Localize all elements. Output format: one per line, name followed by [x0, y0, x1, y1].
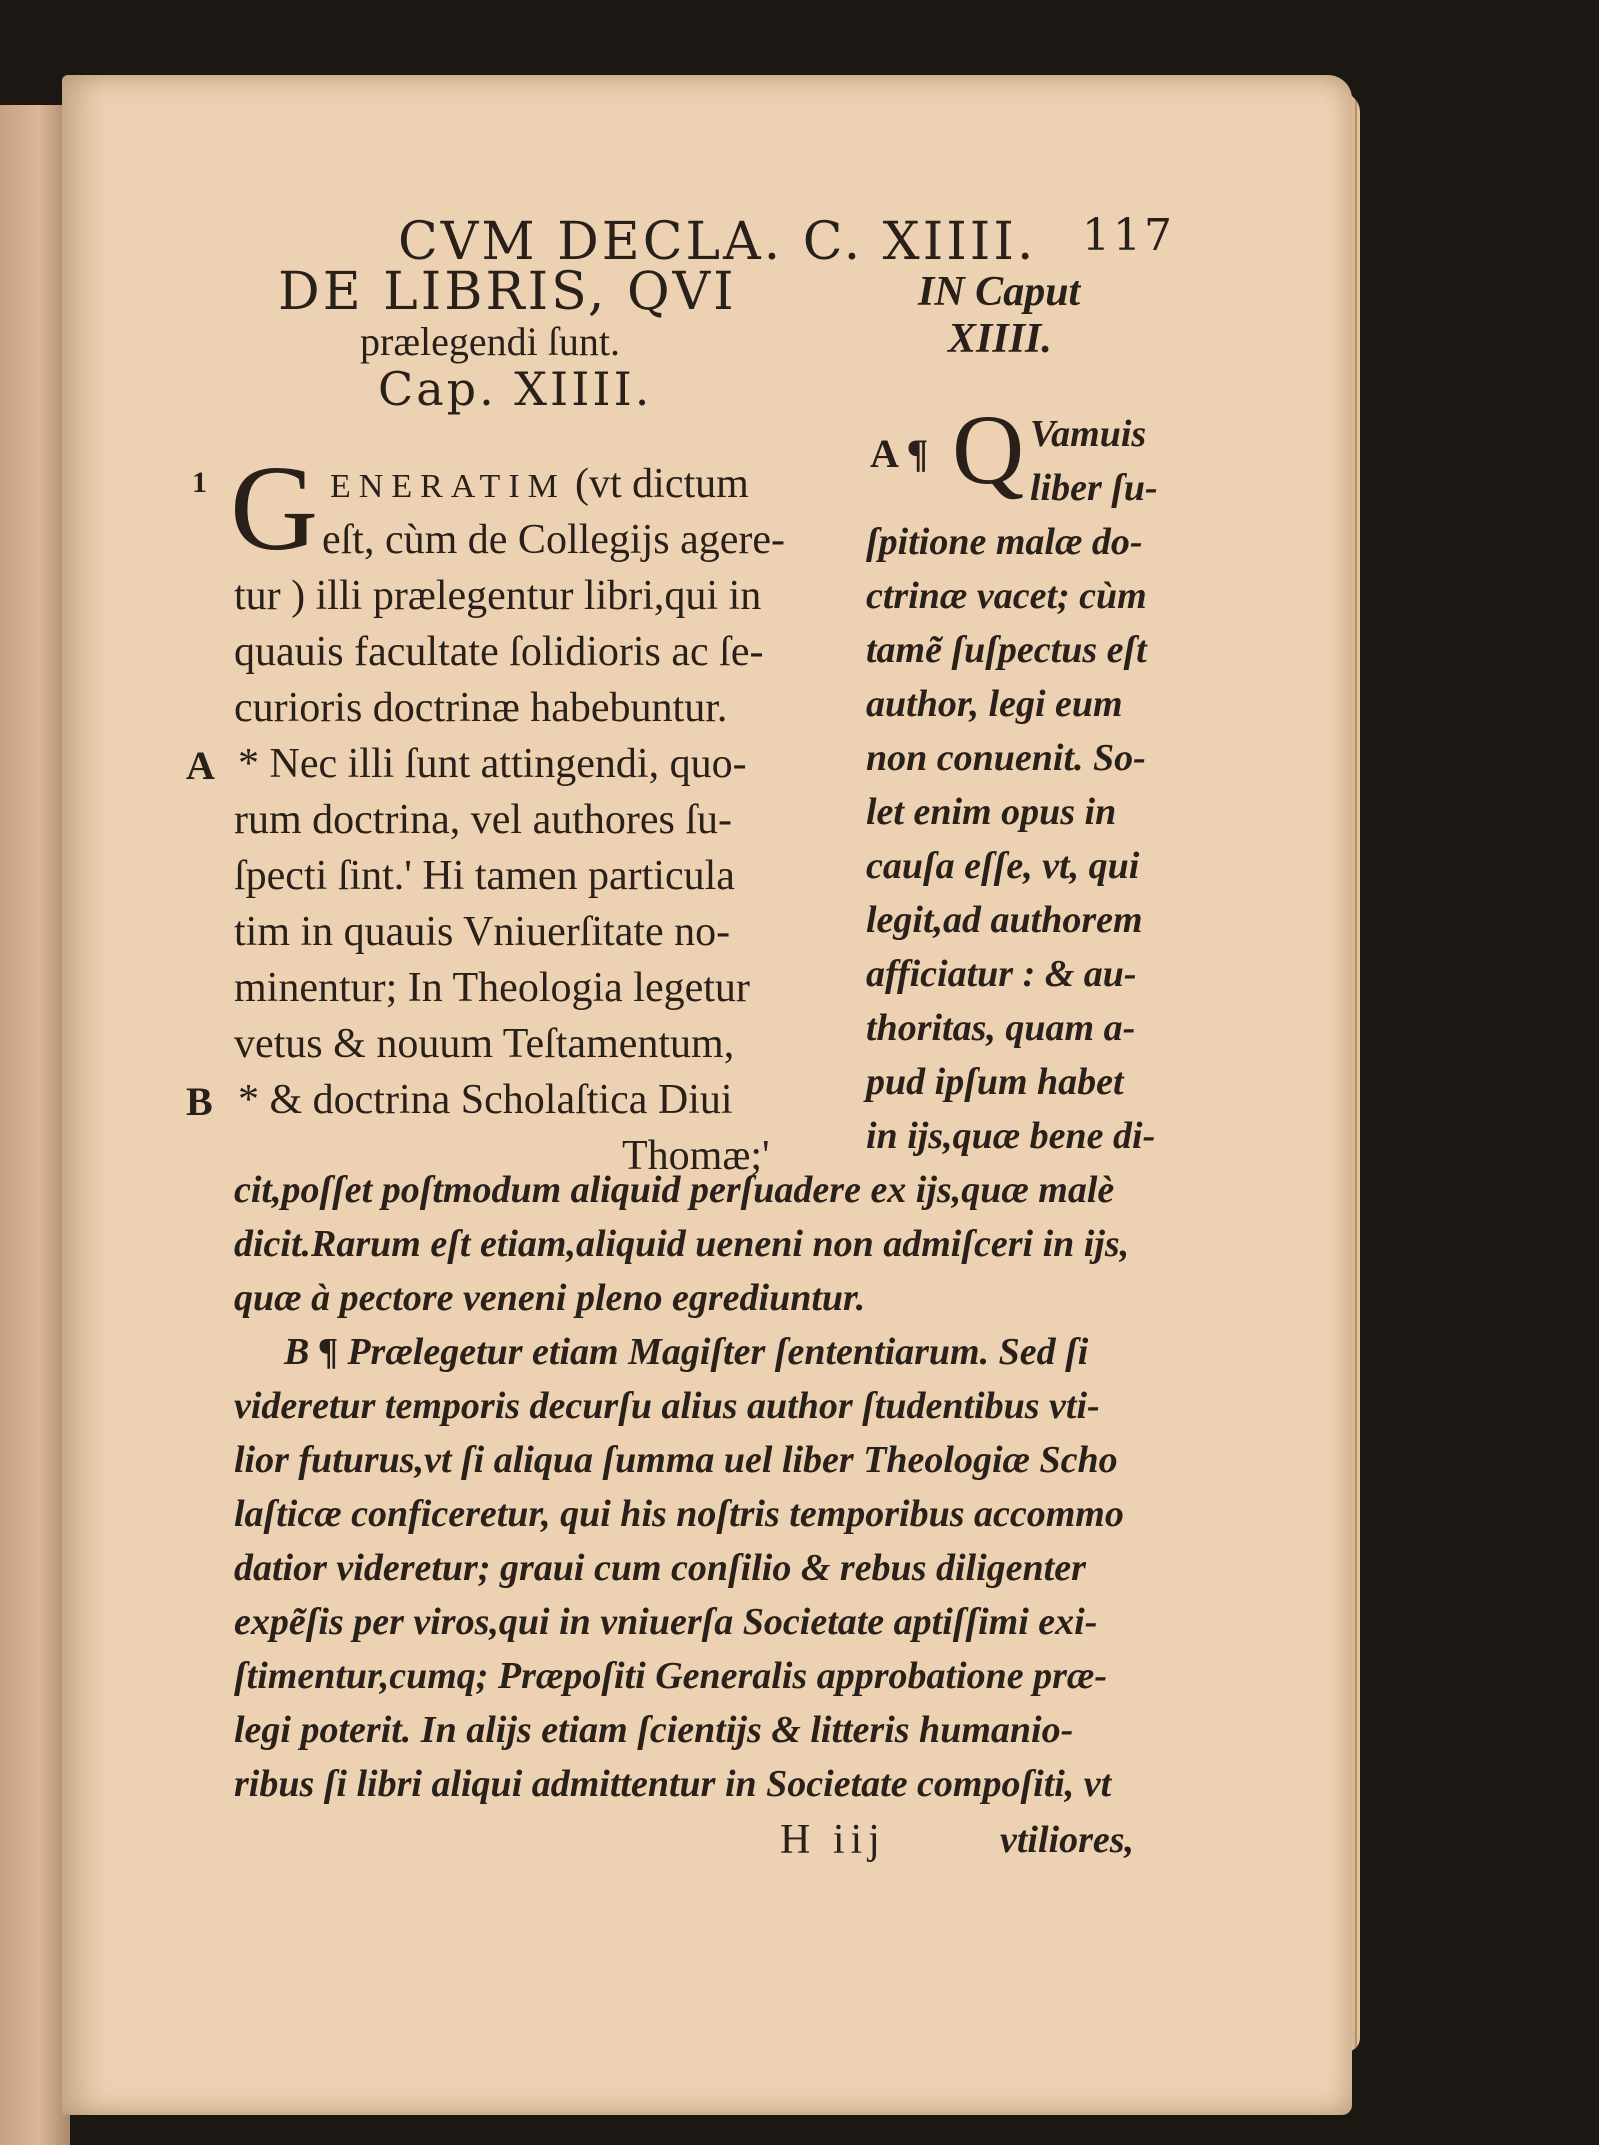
declaration-line: ſpitione malæ do- — [866, 521, 1143, 563]
declaration-line: in ijs,quæ bene di- — [866, 1115, 1156, 1157]
text-line: curioris doctrinæ habebuntur. — [234, 685, 728, 731]
text-line: (vt dictum — [575, 461, 749, 507]
declaration-line: pud ipſum habet — [866, 1061, 1124, 1103]
text-line: Thomæ;' — [622, 1133, 770, 1179]
text-line: minentur; In Theologia legetur — [234, 965, 750, 1011]
declaration-line: ctrinæ vacet; cùm — [866, 575, 1147, 617]
declaration-reference: IN Caput — [918, 269, 1081, 315]
chapter-title: DE LIBRIS, QVI — [278, 262, 737, 322]
declaration-line: cauſa eſſe, vt, qui — [866, 845, 1140, 887]
declaration-line: let enim opus in — [866, 791, 1117, 833]
declaration-line: liber ſu- — [1030, 467, 1158, 509]
chapter-title-line-2: prælegendi ſunt. — [360, 319, 620, 364]
declaration-drop-cap: Q — [952, 394, 1025, 505]
signature-mark: H iij — [780, 1817, 886, 1863]
text-line: rum doctrina, vel authores ſu- — [234, 797, 733, 843]
chapter-number: Cap. XIIII. — [378, 362, 653, 416]
declaration-line: thoritas, quam a- — [866, 1007, 1136, 1049]
margin-marker-a: A — [186, 743, 215, 788]
declaration-line: B ¶ Prælegetur etiam Magiſter ſententiarum. Sed ſi — [284, 1331, 1089, 1373]
text-line: vetus & nouum Teſtamentum, — [234, 1021, 735, 1067]
text-line: * & doctrina Scholaſtica Diui — [238, 1077, 733, 1123]
drop-cap: G — [230, 441, 319, 576]
running-title: CVM DECLA. C. XIIII. — [398, 212, 1037, 272]
text-line: tur ) illi prælegentur libri,qui in — [234, 573, 762, 619]
declaration-line: tamẽ ſuſpectus eſt — [866, 629, 1147, 671]
opening-words: ENERATIM — [330, 468, 566, 505]
declaration-line: legit,ad authorem — [866, 899, 1143, 941]
page-number: 117 — [1082, 210, 1175, 261]
catchword: vtiliores, — [1000, 1819, 1135, 1861]
declaration-line: non conuenit. So- — [866, 737, 1146, 779]
declaration-reference-number: XIIII. — [948, 316, 1052, 362]
declaration-line: lior futurus,vt ſi aliqua ſumma uel liber Theologiæ Scho — [234, 1439, 1118, 1481]
declaration-line: afficiatur : & au- — [866, 953, 1137, 995]
declaration-marker: A ¶ — [870, 431, 929, 476]
declaration-line: datior videretur; graui cum conſilio & rebus diligenter — [234, 1547, 1086, 1589]
declaration-line: Vamuis — [1030, 413, 1147, 455]
declaration-line: author, legi eum — [866, 683, 1123, 725]
text-line: ſpecti ſint.' Hi tamen particula — [234, 853, 735, 899]
line-number: 1 — [192, 466, 207, 499]
text-line: quauis facultate ſolidioris ac ſe- — [234, 629, 764, 675]
declaration-line: quæ à pectore veneni pleno egrediuntur. — [234, 1277, 866, 1319]
text-line: tim in quauis Vniuerſitate no- — [234, 909, 731, 955]
margin-marker-b: B — [186, 1079, 213, 1124]
text-line: * Nec illi ſunt attingendi, quo- — [238, 741, 747, 787]
declaration-line: videretur temporis decurſu alius author ſtudentibus vti- — [234, 1385, 1100, 1427]
declaration-line: ſtimentur,cumq; Præpoſiti Generalis approbatione præ- — [234, 1655, 1107, 1697]
declaration-line: cit,poſſet poſtmodum aliquid perſuadere ex ijs,quæ malè — [234, 1169, 1115, 1211]
facing-page-edge — [0, 105, 70, 2145]
declaration-line: expẽſis per viros,qui in vniuerſa Societate aptiſſimi exi- — [234, 1601, 1098, 1643]
declaration-line: legi poterit. In alijs etiam ſcientijs & litteris humanio- — [234, 1709, 1074, 1751]
declaration-line: ribus ſi libri aliqui admittentur in Societate compoſiti, vt — [234, 1763, 1112, 1805]
declaration-line: laſticæ conficeretur, qui his noſtris temporibus accommo — [234, 1493, 1124, 1535]
text-line: eſt, cùm de Collegijs agere- — [322, 517, 786, 563]
declaration-line: dicit.Rarum eſt etiam,aliquid ueneni non admiſceri in ijs, — [234, 1223, 1130, 1265]
